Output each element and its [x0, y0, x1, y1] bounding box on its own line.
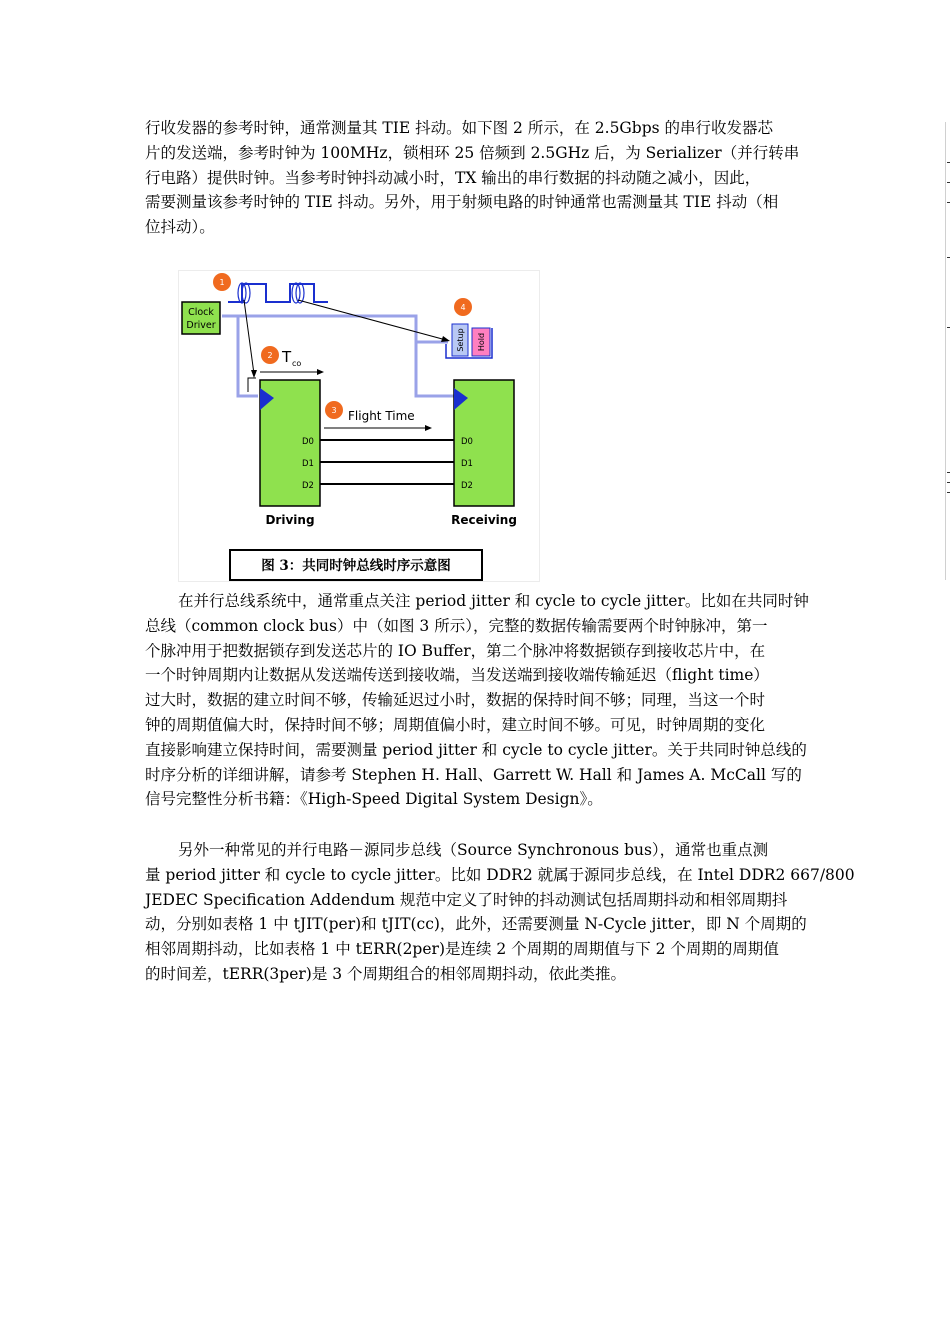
- text-line: 需要测量该参考时钟的 TIE 抖动。另外，用于射频电路的时钟通常也需测量其 TIE 抖动（相: [145, 193, 779, 212]
- common-clock-bus-timing-figure: [178, 270, 540, 582]
- text-line: 量 period jitter 和 cycle to cycle jitter。比如 DDR2 就属于源同步总线，在 Intel DDR2 667/800: [145, 865, 855, 884]
- hold-label: Hold: [477, 332, 486, 352]
- driving-label: Driving: [265, 513, 315, 527]
- tco-subscript: co: [292, 359, 302, 368]
- clock-driver-label: Driver: [186, 320, 216, 331]
- text-line: 另外一种常见的并行电路－源同步总线（Source Synchronous bus），通常也重点测: [178, 841, 769, 859]
- text-line: 在并行总线系统中，通常重点关注 period jitter 和 cycle to cycle jitter。比如在共同时钟: [178, 592, 809, 610]
- paragraph-source-synchronous-bus: [145, 838, 855, 987]
- text-line: 信号完整性分析书籍：《High-Speed Digital System Design》。: [145, 790, 603, 809]
- text-line: 行收发器的参考时钟，通常测量其 TIE 抖动。如下图 2 所示，在 2.5Gbps 的串行收发器芯: [145, 119, 774, 137]
- marker-3-label: 3: [331, 406, 337, 415]
- text-line: 直接影响建立保持时间，需要测量 period jitter 和 cycle to cycle jitter。关于共同时钟总线的: [145, 740, 807, 759]
- adjacent-page-edge: [945, 122, 950, 580]
- timing-diagram: [178, 270, 540, 582]
- text-line: 一个时钟周期内让数据从发送端传送到接收端，当发送端到接收端传输延迟（flight time）: [145, 666, 769, 685]
- setup-label: Setup: [456, 328, 465, 352]
- text-line: 相邻周期抖动，比如表格 1 中 tERR(2per)是连续 2 个周期的周期值与下 2 个周期的周期值: [145, 940, 779, 959]
- figure-caption: 图 3：共同时钟总线时序示意图: [261, 558, 451, 574]
- receiving-d2: D2: [461, 481, 473, 491]
- text-line: JEDEC Specification Addendum 规范中定义了时钟的抖动测试包括周期抖动和相邻周期抖: [145, 890, 788, 909]
- flight-time-label: Flight Time: [348, 409, 415, 423]
- clock-driver-label: Clock: [188, 307, 214, 318]
- receiving-d0: D0: [461, 437, 473, 447]
- text-line: 总线（common clock bus）中（如图 3 所示），完整的数据传输需要两个时钟脉冲，第一: [145, 616, 768, 635]
- text-line: 过大时，数据的建立时间不够，传输延迟过小时，数据的保持时间不够；同理，当这一个时: [145, 691, 766, 710]
- paragraph-reference-clock-tie: [145, 116, 807, 240]
- paragraph-common-clock-bus: [145, 589, 807, 812]
- text-line: 片的发送端，参考时钟为 100MHz，锁相环 25 倍频到 2.5GHz 后，为 Serializer（并行转串: [145, 143, 800, 162]
- text-line: 个脉冲用于把数据锁存到发送芯片的 IO Buffer，第二个脉冲将数据锁存到接收芯片中，在: [145, 641, 766, 660]
- text-line: 行电路）提供时钟。当参考时钟抖动减小时，TX 输出的串行数据的抖动随之减小，因此，: [145, 168, 761, 187]
- receiving-d1: D1: [461, 459, 473, 469]
- text-line: 动，分别如表格 1 中 tJIT(per)和 tJIT(cc)，此外，还需要测量 N-Cycle jitter，即 N 个周期的: [145, 915, 807, 934]
- driving-d1: D1: [302, 459, 314, 469]
- marker-2-label: 2: [267, 351, 273, 360]
- marker-4-label: 4: [460, 303, 466, 312]
- text-line: 的时间差，tERR(3per)是 3 个周期组合的相邻周期抖动，依此类推。: [145, 964, 627, 983]
- text-line: 时序分析的详细讲解，请参考 Stephen H. Hall、Garrett W. Hall 和 James A. McCall 写的: [145, 765, 802, 784]
- tco-label: T: [282, 348, 292, 366]
- marker-1-label: 1: [219, 278, 225, 287]
- driving-d0: D0: [302, 437, 314, 447]
- text-line: 钟的周期值偏大时，保持时间不够；周期值偏小时，建立时间不够。可见，时钟周期的变化: [145, 715, 766, 734]
- driving-d2: D2: [302, 481, 314, 491]
- text-line: 位抖动）。: [145, 218, 215, 237]
- receiving-label: Receiving: [451, 513, 517, 527]
